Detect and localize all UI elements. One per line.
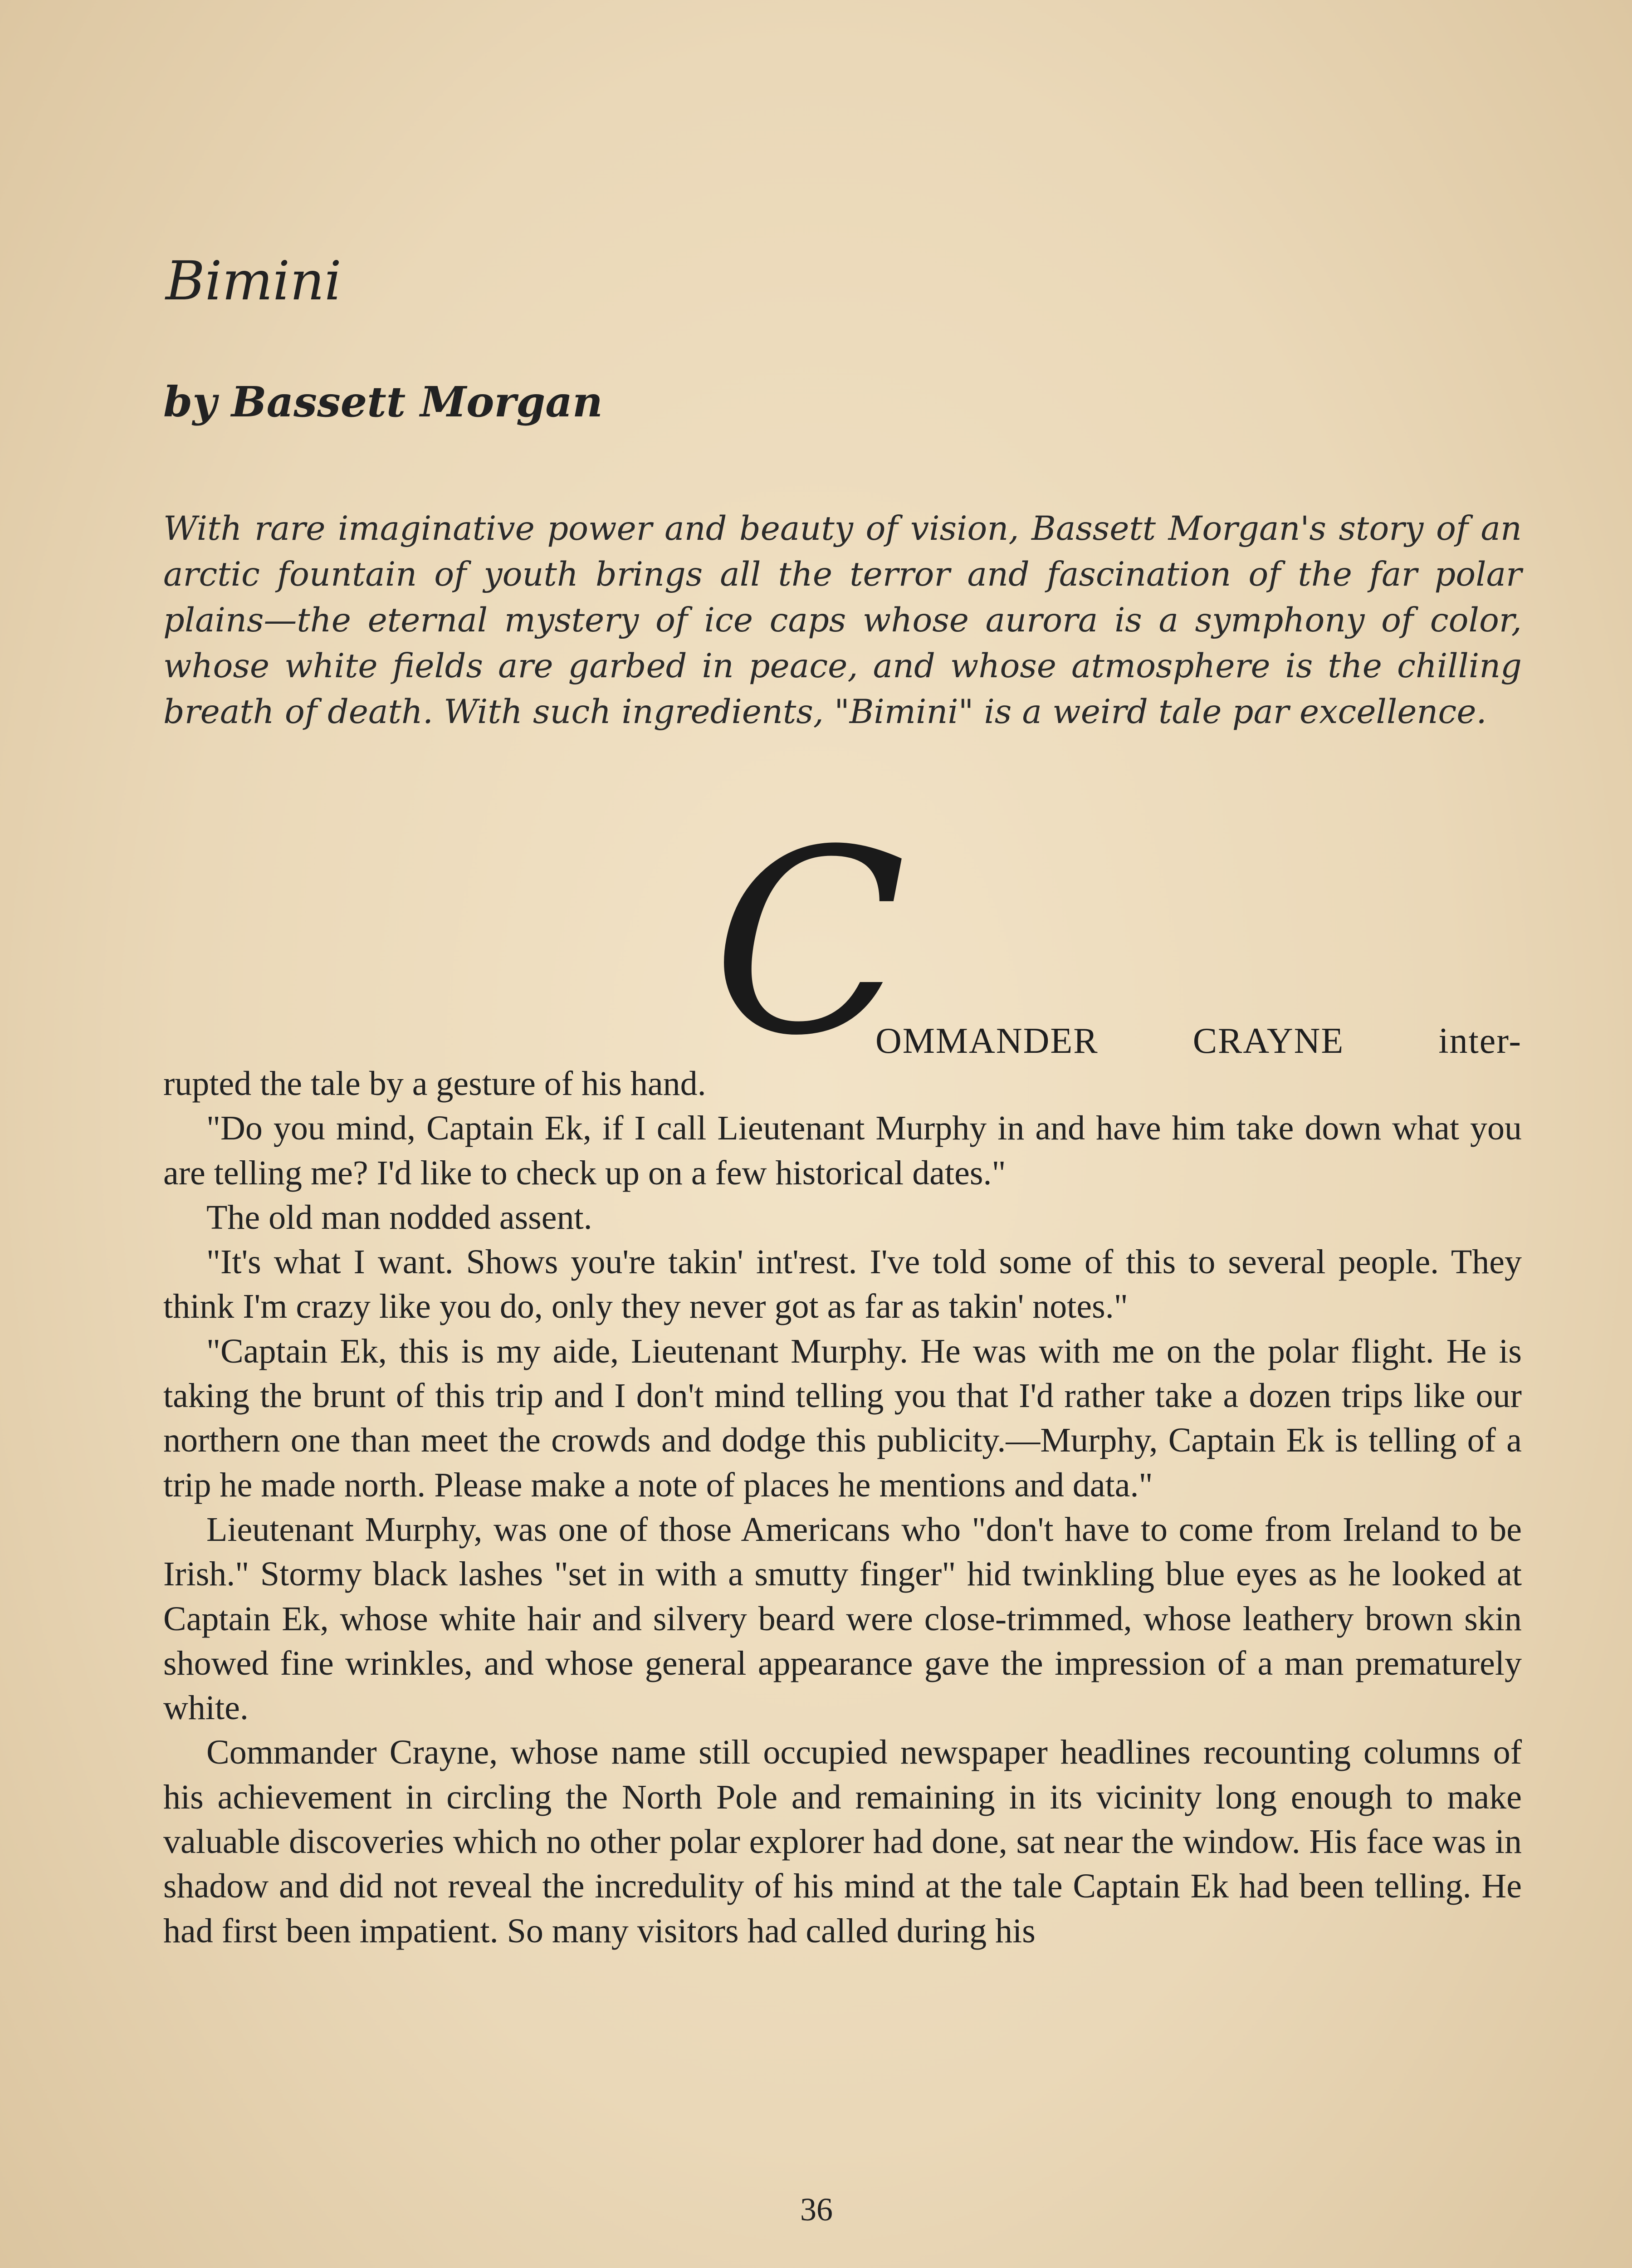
body-paragraph: "Captain Ek, this is my aide, Lieutenant Murphy. He was with me on the polar flight. He is taking the brunt of this trip and I don't mind telling you that I'd rather take a dozen trips like our northern one than meet the crowds and dodge this publicity.—Murphy, Captain Ek is telling of a trip he made north. Please make a note of places he mentions and data." bbox=[163, 1332, 1522, 1504]
body-paragraph: The old man nodded assent. bbox=[206, 1198, 592, 1237]
story-title: Bimini bbox=[166, 249, 342, 312]
page-number: 36 bbox=[800, 2191, 833, 2228]
story-intro: With rare imaginative power and beauty of vision, Bassett Morgan's story of an arctic fountain of youth brings all the terror and fascination of the far polar plains—the eternal mystery of ice caps whose aurora is a symphony of color, whose white fields are garbed in peace, and whose atmosphere is the chilling breath of death. With such ingredients, "Bimini" is a weird tale par excellence. bbox=[163, 509, 1522, 731]
drop-cap: C bbox=[712, 796, 907, 1091]
body-paragraph: "Do you mind, Captain Ek, if I call Lieutenant Murphy in and have him take down what you are telling me? I'd like to check up on a few historical dates." bbox=[163, 1109, 1522, 1192]
lead-caps: OMMANDER CRAYNE inter- bbox=[875, 1021, 1522, 1061]
story-body bbox=[163, 1061, 1522, 1953]
body-paragraph: "It's what I want. Shows you're takin' int'rest. I've told some of this to several people. They think I'm crazy like you do, only they never got as far as takin' notes." bbox=[163, 1243, 1522, 1326]
body-paragraph: rupted the tale by a gesture of his hand. bbox=[163, 1065, 706, 1103]
story-byline: by Bassett Morgan bbox=[163, 377, 603, 426]
body-paragraph: Commander Crayne, whose name still occupied newspaper headlines recounting columns of his achievement in circling the North Pole and remaining in its vicinity long enough to make valuable discoveries which no other polar explorer had done, sat near the window. His face was in shadow and did not reveal the incredulity of his mind at the tale Captain Ek had been telling. He had first been impatient. So many visitors had called during his bbox=[163, 1733, 1522, 1950]
body-paragraph: Lieutenant Murphy, was one of those Americans who "don't have to come from Ireland to be Irish." Stormy black lashes "set in with a smutty finger" hid twinkling blue eyes as he looked at Captain Ek, whose white hair and silvery beard were close-trimmed, whose leathery brown skin showed fine wrinkles, and whose general appearance gave the impression of a man prematurely white. bbox=[163, 1510, 1522, 1727]
